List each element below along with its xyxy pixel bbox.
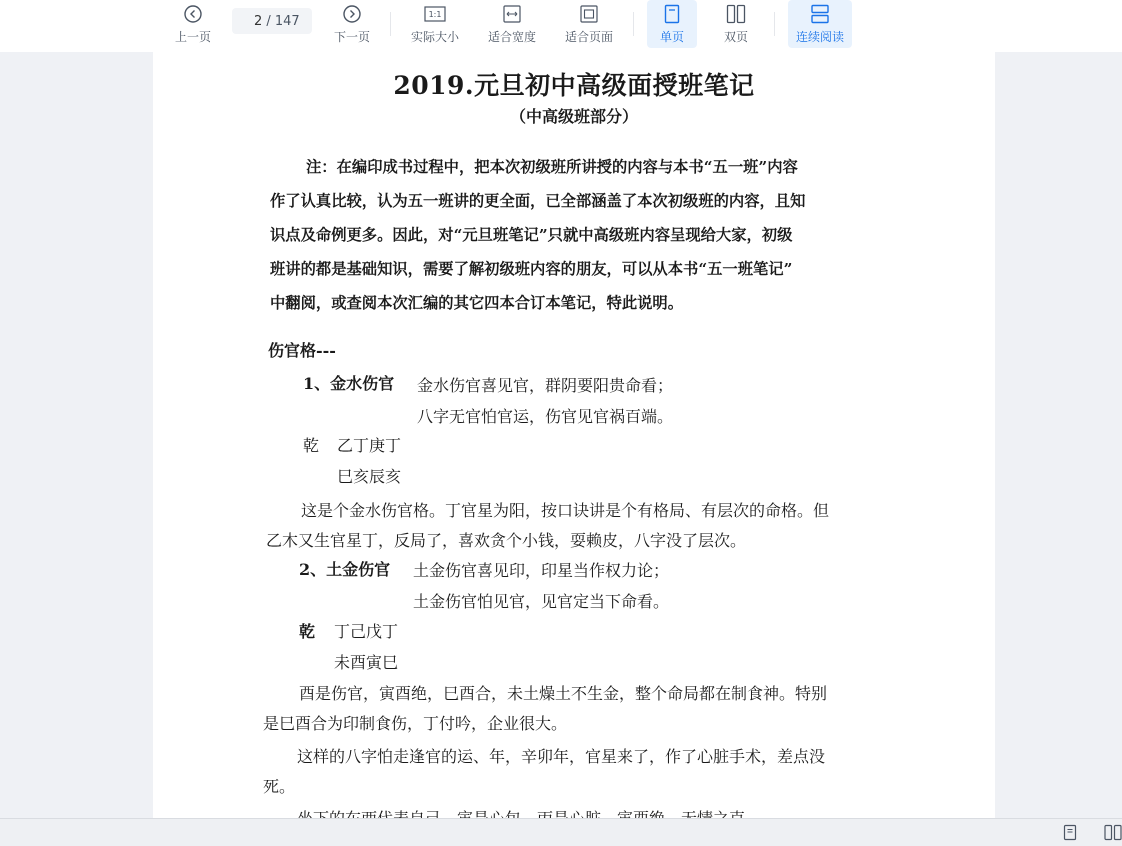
item2-title: 2、土金伤官	[299, 560, 391, 579]
chart2-stems: 丁己戊丁	[334, 622, 399, 641]
chart1-branches: 巳亥辰亥	[337, 467, 402, 486]
fit-page-button[interactable]	[559, 0, 619, 48]
prev-page-button[interactable]	[168, 0, 218, 48]
toolbar-divider	[633, 12, 634, 36]
fit-page-label: 适合页面	[564, 30, 613, 44]
fit-width-icon	[502, 3, 522, 25]
single-page-view-icon[interactable]	[1063, 824, 1077, 845]
single-page-icon	[664, 3, 680, 25]
status-bar	[0, 818, 1122, 846]
chart1-label: 乾	[303, 436, 320, 455]
toolbar-divider	[390, 12, 391, 36]
paragraph-line: 乙木又生官星丁，反局了，喜欢贪个小钱，耍赖皮，八字没了层次。	[266, 531, 747, 550]
fit-width-label: 适合宽度	[487, 30, 536, 44]
editor-note	[270, 150, 866, 320]
item1-verse: 金水伤官喜见官，群阴要阳贵命看；	[417, 376, 674, 395]
document-page	[153, 52, 995, 818]
actual-size-icon	[424, 3, 446, 25]
item1-title: 1、金水伤官	[303, 374, 395, 393]
paragraph-line: 是巳酉合为印制食伤，丁付吟，企业很大。	[263, 714, 568, 733]
item1-verse: 八字无官怕官运，伤官见官祸百端。	[417, 407, 674, 426]
section-title: 伤官格---	[268, 341, 336, 360]
paragraph-line: 这是个金水伤官格。丁官星为阳，按口诀讲是个有格局、有层次的命格。但	[301, 501, 830, 520]
paragraph-line: 死。	[263, 777, 296, 796]
note-line: 作了认真比较，认为五一班讲的更全面，已全部涵盖了本次初级班的内容，且知	[270, 192, 806, 210]
fit-page-icon	[579, 3, 599, 25]
next-page-label: 下一页	[333, 30, 370, 44]
prev-page-label: 上一页	[174, 30, 211, 44]
single-page-button[interactable]	[647, 0, 697, 48]
document-subtitle: （中高级班部分）	[509, 107, 638, 126]
single-page-label: 单页	[659, 30, 684, 44]
chart2-branches: 未酉寅巳	[334, 653, 399, 672]
continuous-reading-button[interactable]	[788, 0, 852, 48]
fit-width-button[interactable]	[482, 0, 542, 48]
actual-size-label: 实际大小	[410, 30, 459, 44]
next-page-button[interactable]	[327, 0, 377, 48]
chart2-label: 乾	[299, 622, 316, 641]
document-title: 2019.元旦初中高级面授班笔记	[393, 71, 755, 100]
continuous-reading-icon	[810, 3, 830, 25]
double-page-icon	[726, 3, 746, 25]
actual-size-icon-text: 1:1	[428, 10, 442, 19]
toolbar-divider	[774, 12, 775, 36]
note-line: 识点及命例更多。因此，对“元旦班笔记”只就中高级班内容呈现给大家，初级	[270, 226, 793, 244]
item2-verse: 土金伤官喜见印，印星当作权力论；	[413, 561, 670, 580]
note-line: 注：在编印成书过程中，把本次初级班所讲授的内容与本书“五一班”内容	[306, 158, 798, 176]
note-line: 中翻阅，或查阅本次汇编的其它四本合订本笔记，特此说明。	[270, 294, 684, 312]
page-total: / 147	[266, 13, 300, 29]
actual-size-button[interactable]	[405, 0, 465, 48]
double-page-button[interactable]	[711, 0, 761, 48]
viewer-toolbar	[0, 0, 1122, 52]
page-number-box	[232, 8, 312, 34]
continuous-reading-label: 连续阅读	[795, 30, 844, 44]
double-page-view-icon[interactable]	[1104, 824, 1122, 845]
paragraph-line: 酉是伤官，寅酉绝，巳酉合，未土燥土不生金，整个命局都在制食神。特别	[299, 684, 828, 703]
double-page-label: 双页	[723, 30, 748, 44]
note-line: 班讲的都是基础知识，需要了解初级班内容的朋友，可以从本书“五一班笔记”	[270, 260, 793, 278]
chart1-stems: 乙丁庚丁	[337, 436, 402, 455]
chevron-left-circle-icon	[183, 3, 203, 25]
paragraph-line: 这样的八字怕走逢官的运、年，辛卯年，官星来了，作了心脏手术，差点没	[297, 747, 826, 766]
item2-verse: 土金伤官怕见官，见官定当下命看。	[413, 592, 670, 611]
chevron-right-circle-icon	[342, 3, 362, 25]
page-number-input[interactable]	[244, 14, 262, 29]
